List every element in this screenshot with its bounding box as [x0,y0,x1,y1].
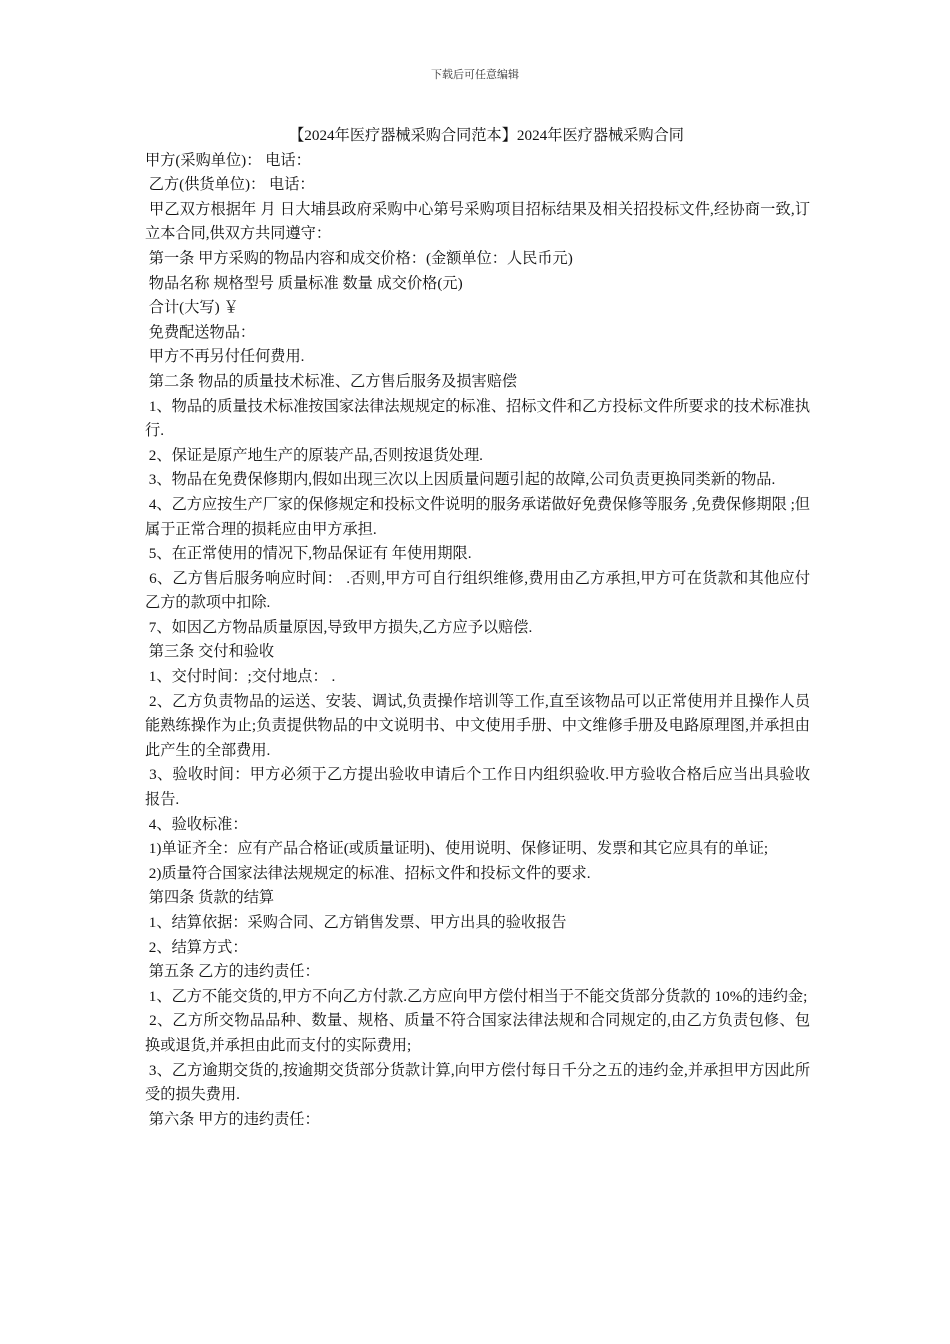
paragraph: 合计(大写) ￥ [145,299,239,317]
document-body [145,124,810,1132]
paragraph: 第三条 交付和验收 [145,643,275,661]
paragraph: 第五条 乙方的违约责任： [145,963,320,981]
paragraph: 3、物品在免费保修期内,假如出现三次以上因质量问题引起的故障,公司负责更换同类新的物品. [145,471,776,489]
paragraph: 免费配送物品： [145,323,256,341]
paragraph: 第六条 甲方的违约责任： [145,1110,320,1128]
paragraph: 2、结算方式： [145,938,248,956]
paragraph: 乙方(供货单位)： 电话： [145,176,315,194]
paragraph: 6、乙方售后服务响应时间： .否则,甲方可自行组织维修,费用由乙方承担,甲方可在货款和其他应付乙方的款项中扣除. [145,569,811,612]
paragraph: 3、验收时间：甲方必须于乙方提出验收申请后个工作日内组织验收.甲方验收合格后应当出具验收报告. [145,766,811,809]
paragraph: 2)质量符合国家法律法规规定的标准、招标文件和投标文件的要求. [145,864,591,882]
paragraph: 第四条 货款的结算 [145,889,275,907]
paragraph: 2、乙方所交物品品种、数量、规格、质量不符合国家法律法规和合同规定的,由乙方负责包修、包换或退货,并承担由此而支付的实际费用; [145,1012,811,1054]
paragraph-list [145,149,810,1133]
paragraph: 2、乙方负责物品的运送、安装、调试,负责操作培训等工作,直至该物品可以正常使用并且操作人员能熟练操作为止;负责提供物品的中文说明书、中文使用手册、中文维修手册及电路原理图,并承担由此产生的全部费用. [145,692,811,759]
paragraph: 第一条 甲方采购的物品内容和成交价格：(金额单位：人民币元) [145,249,573,267]
paragraph: 1、交付时间：;交付地点： . [145,668,336,686]
paragraph: 2、保证是原产地生产的原装产品,否则按退货处理. [145,446,483,464]
paragraph: 1、结算依据：采购合同、乙方销售发票、甲方出具的验收报告 [145,914,567,931]
paragraph: 第二条 物品的质量技术标准、乙方售后服务及损害赔偿 [145,372,518,390]
paragraph: 甲方(采购单位)： 电话： [145,151,311,169]
paragraph: 物品名称 规格型号 质量标准 数量 成交价格(元) [145,274,463,292]
paragraph: 4、验收标准： [145,815,248,833]
paragraph: 甲乙双方根据年 月 日大埔县政府采购中心第号采购项目招标结果及相关招投标文件,经协商一致,订立本合同,供双方共同遵守： [145,200,811,243]
paragraph: 1)单证齐全：应有产品合格证(或质量证明)、使用说明、保修证明、发票和其它应具有的单证; [145,840,769,858]
paragraph: 5、在正常使用的情况下,物品保证有 年使用期限. [145,545,472,563]
paragraph: 甲方不再另付任何费用. [145,348,305,366]
page-header-note: 下载后可任意编辑 [431,69,519,81]
document-title: 【2024年医疗器械采购合同范本】2024年医疗器械采购合同 [289,127,684,144]
paragraph: 7、如因乙方物品质量原因,导致甲方损失,乙方应予以赔偿. [145,618,533,636]
paragraph: 1、物品的质量技术标准按国家法律法规规定的标准、招标文件和乙方投标文件所要求的技术标准执行. [145,397,811,440]
paragraph: 1、乙方不能交货的,甲方不向乙方付款.乙方应向甲方偿付相当于不能交货部分货款的 10%的违约金; [145,987,808,1005]
paragraph: 3、乙方逾期交货的,按逾期交货部分货款计算,向甲方偿付每日千分之五的违约金,并承担甲方因此所受的损失费用. [145,1061,811,1104]
paragraph: 4、乙方应按生产厂家的保修规定和投标文件说明的服务承诺做好免费保修等服务 ,免费保修期限 ;但属于正常合理的损耗应由甲方承担. [145,495,810,538]
